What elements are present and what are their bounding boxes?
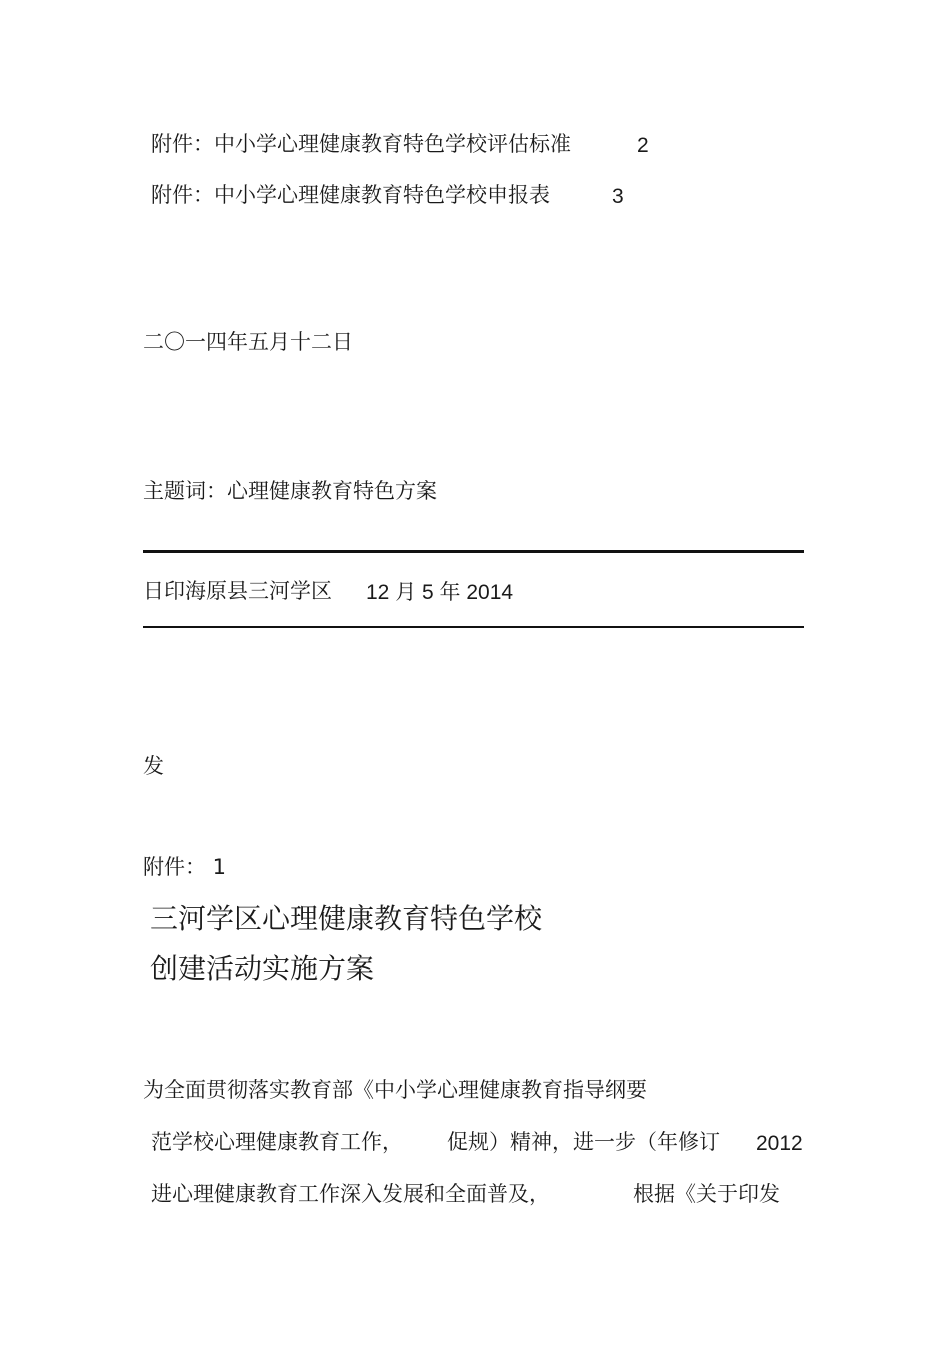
attachment-line-1-number: 2 xyxy=(637,134,649,157)
body-line-2-year: 2012 xyxy=(756,1132,803,1155)
attachment-line-1-label: 附件：中小学心理健康教育特色学校评估标准 xyxy=(151,132,571,156)
print-org: 日印海原县三河学区 xyxy=(143,579,332,603)
attachment-line-2-label: 附件：中小学心理健康教育特色学校申报表 xyxy=(151,183,550,207)
body-line-1: 为全面贯彻落实教育部《中小学心理健康教育指导纲要 xyxy=(143,1078,647,1102)
issued-mark: 发 xyxy=(143,754,164,778)
top-divider xyxy=(143,550,804,553)
attachment-line-2-number: 3 xyxy=(612,185,624,208)
document-title-line-2: 创建活动实施方案 xyxy=(150,952,375,985)
subject-keywords: 主题词：心理健康教育特色方案 xyxy=(143,479,437,503)
issue-date: 二〇一四年五月十二日 xyxy=(143,330,353,354)
bottom-divider xyxy=(143,626,804,628)
body-line-3-part-1: 进心理健康教育工作深入发展和全面普及， xyxy=(151,1182,550,1206)
attachment-one-heading: 附件： 1 xyxy=(143,855,227,879)
body-line-3-part-2: 根据《关于印发 xyxy=(633,1182,780,1206)
print-date: 12 月 5 年 2014 xyxy=(366,581,514,604)
document-title-line-1: 三河学区心理健康教育特色学校 xyxy=(150,902,543,935)
body-line-2-part-1: 范学校心理健康教育工作， xyxy=(151,1130,403,1154)
body-line-2-part-2: 促规）精神，进一步（年修订 xyxy=(447,1130,720,1154)
